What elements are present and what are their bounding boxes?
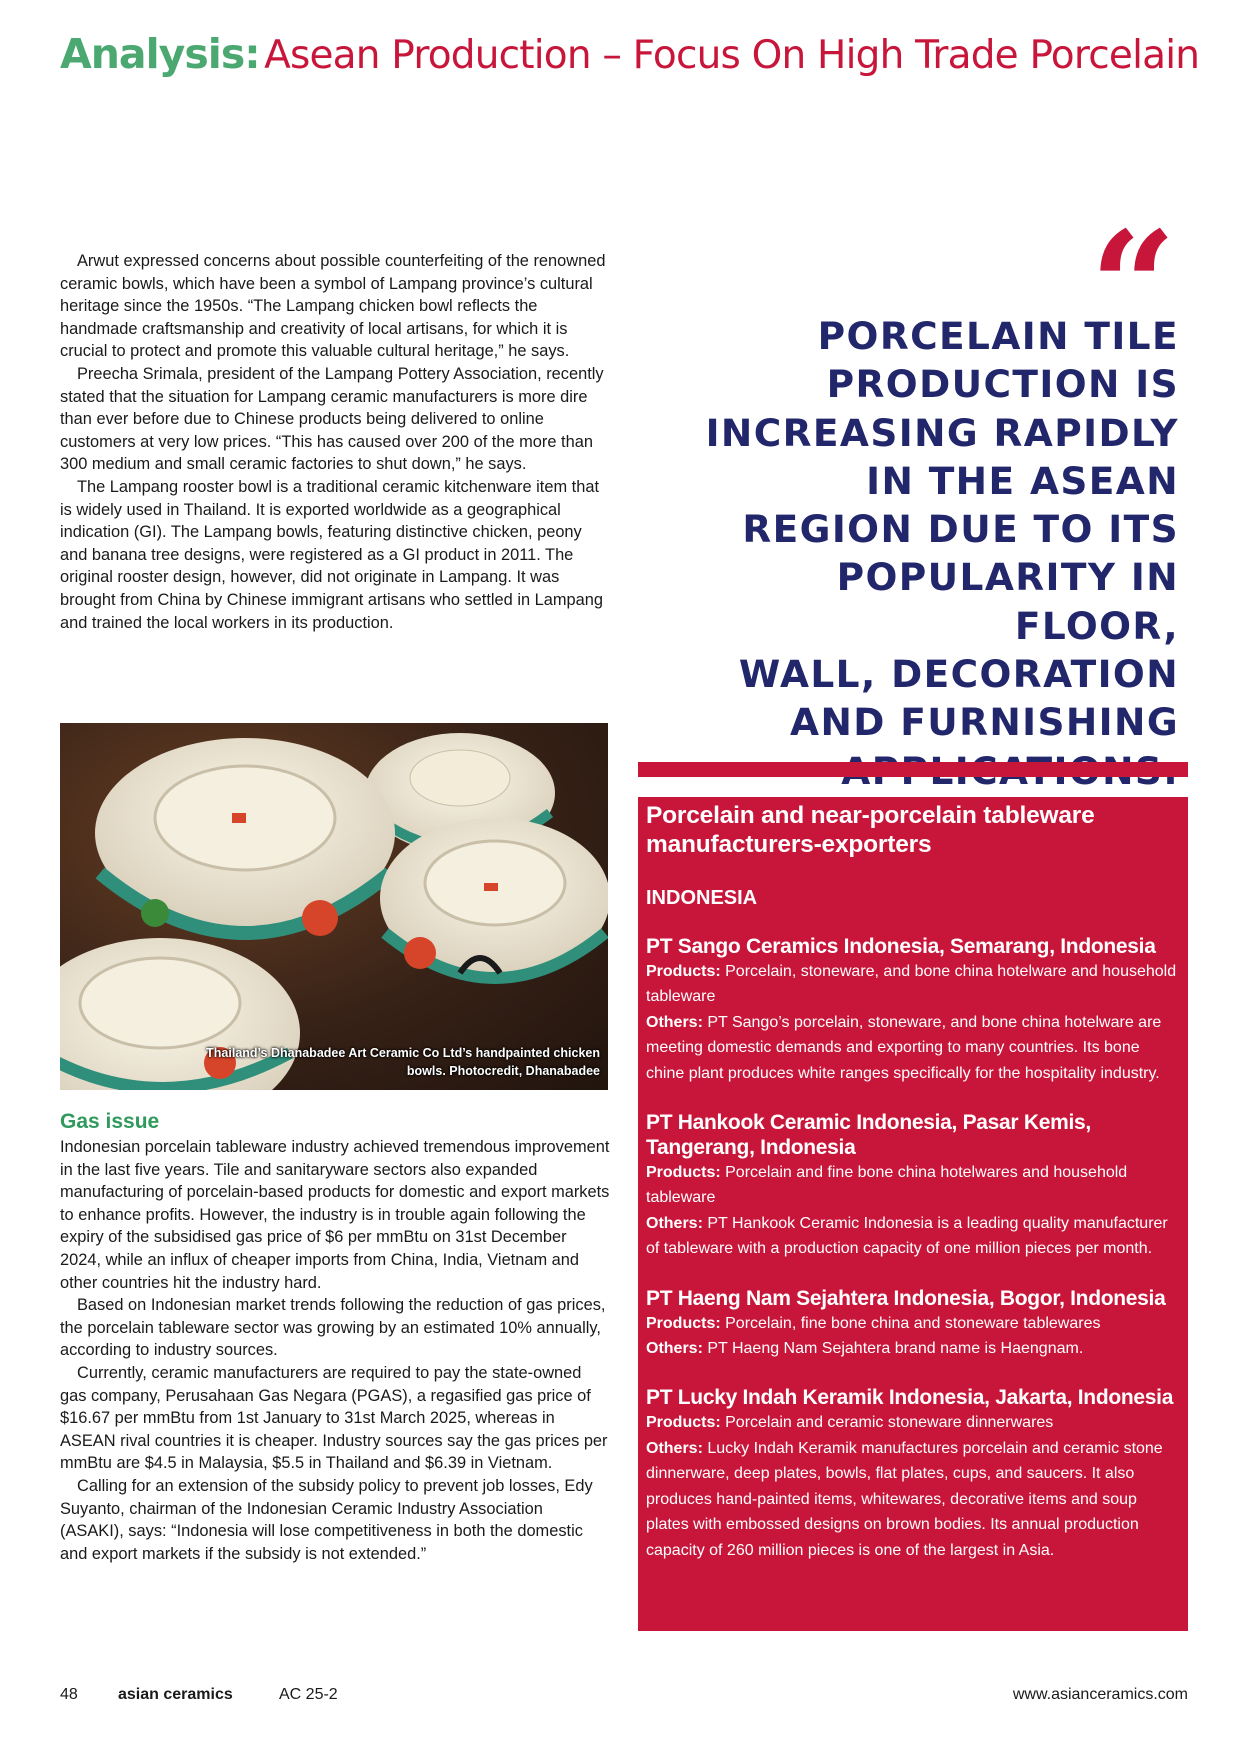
pull-quote-line: PORCELAIN TILE: [817, 314, 1179, 358]
issue-number: AC 25-2: [279, 1686, 338, 1703]
photo-caption: Thailand’s Dhanabadee Art Ceramic Co Ltd’s handpainted chicken bowls. Photocredit, Dhanabadee: [206, 1046, 600, 1078]
manufacturers-sidebar: [638, 797, 1188, 1631]
products-text: Porcelain, stoneware, and bone china hotelware and household tableware: [646, 963, 1177, 1006]
page-title: Asean Production – Focus On High Trade Porcelain: [264, 33, 1200, 78]
others-label: Others:: [646, 1013, 703, 1031]
others-text: PT Haeng Nam Sejahtera brand name is Haengnam.: [707, 1340, 1084, 1358]
others-label: Others:: [646, 1439, 703, 1457]
others-label: Others:: [646, 1340, 703, 1358]
bowl: [380, 818, 608, 978]
company-entry: [646, 1286, 1180, 1362]
products-label: Products:: [646, 963, 721, 980]
others-text: Lucky Indah Keramik manufactures porcelain and ceramic stone dinnerware, deep plates, bowls, flat plates, cups, and saucers. It also produces hand-painted items, whitewares, decorative items and soup plates with embossed designs on brown bodies. Its annual production capacity of 260 million pieces is one of the largest in Asia.: [646, 1439, 1163, 1559]
company-products: [646, 959, 1180, 1010]
products-text: Porcelain and ceramic stoneware dinnerwares: [725, 1414, 1054, 1432]
pull-quote: [659, 312, 1179, 795]
products-label: Products:: [646, 1414, 721, 1432]
company-name: PT Sango Ceramics Indonesia, Semarang, Indonesia: [646, 935, 1156, 958]
sidebar-title: Porcelain and near-porcelain tableware manufacturers-exporters: [646, 802, 1095, 858]
country-heading: INDONESIA: [646, 887, 758, 909]
company-others: [646, 1436, 1180, 1563]
others-label: Others:: [646, 1214, 703, 1232]
section-kicker: Analysis:: [60, 30, 260, 78]
bowls-illustration: [60, 723, 608, 1090]
paragraph: Preecha Srimala, president of the Lampang Pottery Association, recently stated that the situation for Lampang ceramic manufacturers is more dire than ever before due to Chinese products being delivered to online customers at very low prices. “This has caused over 200 of the more than 300 medium and small ceramic factories to shut down,” he says.: [60, 364, 604, 474]
website-link[interactable]: www.asianceramics.com: [1012, 1686, 1188, 1703]
quote-mark-icon: “: [1090, 199, 1177, 375]
chicken-bowls-photo: [60, 723, 608, 1090]
pull-quote-line: PRODUCTION IS: [826, 362, 1179, 407]
others-text: PT Sango’s porcelain, stoneware, and bone china hotelware are meeting domestic demands and exporting to many countries. Its bone chine plant produces white ranges specifically for the hospitality industry.: [646, 1013, 1162, 1082]
intro-text: [60, 250, 610, 634]
pull-quote-line: WALL, DECORATION: [738, 652, 1179, 697]
page-number: 48: [60, 1686, 78, 1703]
paragraph: The Lampang rooster bowl is a traditional ceramic kitchenware item that is widely used in Thailand. It is exported worldwide as a geographical indication (GI). The Lampang bowls, featuring distinctive chicken, peony and banana tree designs, were registered as a GI product in 2011. The original rooster design, however, did not originate in Lampang. It was brought from China by Chinese immigrant artisans who settled in Lampang and trained the local workers in its production.: [60, 477, 603, 632]
company-products: [646, 1311, 1180, 1336]
paragraph: Based on Indonesian market trends following the reduction of gas prices, the porcelain tableware sector was growing by an estimated 10% annually, according to industry sources.: [60, 1296, 606, 1360]
company-others: [646, 1010, 1180, 1086]
magazine-name: asian ceramics: [118, 1686, 233, 1703]
divider: [638, 762, 1188, 777]
company-others: [646, 1211, 1180, 1262]
section-heading: Gas issue: [60, 1110, 160, 1133]
company-products: [646, 1160, 1180, 1211]
products-text: Porcelain, fine bone china and stoneware tablewares: [725, 1314, 1101, 1332]
company-products: [646, 1410, 1180, 1435]
company-entry: [646, 934, 1180, 1086]
pull-quote-line: INCREASING RAPIDLY: [705, 410, 1179, 455]
gas-issue-section: [60, 1110, 610, 1565]
bowl: [95, 738, 395, 936]
others-text: PT Hankook Ceramic Indonesia is a leading quality manufacturer of tableware with a production capacity of one million pieces per month.: [646, 1214, 1168, 1258]
products-label: Products:: [646, 1164, 721, 1182]
pull-quote-line: POPULARITY IN FLOOR,: [836, 555, 1179, 648]
pull-quote-line: AND FURNISHING: [790, 700, 1179, 745]
pull-quote-line: IN THE ASEAN: [866, 458, 1179, 503]
products-text: Porcelain and fine bone china hotelwares and household tableware: [646, 1164, 1128, 1207]
pull-quote-line: REGION DUE TO ITS: [742, 507, 1179, 552]
company-name: PT Lucky Indah Keramik Indonesia, Jakarta, Indonesia: [646, 1386, 1174, 1410]
company-name: PT Hankook Ceramic Indonesia, Pasar Kemis, Tangerang, Indonesia: [646, 1111, 1091, 1160]
company-others: [646, 1336, 1180, 1361]
company-entry: [646, 1385, 1180, 1562]
paragraph: Calling for an extension of the subsidy policy to prevent job losses, Edy Suyanto, chairman of the Indonesian Ceramic Industry Association (ASAKI), says: “Indonesia will lose competitiveness in both the domestic and export markets if the subsidy is not extended.”: [60, 1476, 593, 1563]
paragraph: Arwut expressed concerns about possible counterfeiting of the renowned ceramic bowls, which have been a symbol of Lampang province’s cultural heritage since the 1950s. “The Lampang chicken bowl reflects the handmade craftsmanship and creativity of local artisans, for which it is crucial to protect and promote this valuable cultural heritage,” he says.: [60, 252, 606, 361]
page-header: [60, 30, 1200, 78]
products-label: Products:: [646, 1314, 721, 1332]
company-entry: [646, 1110, 1180, 1262]
company-name: PT Haeng Nam Sejahtera Indonesia, Bogor, Indonesia: [646, 1286, 1166, 1310]
paragraph: Currently, ceramic manufacturers are required to pay the state-owned gas company, Perusahaan Gas Negara (PGAS), a regasified gas price of $16.67 per mmBtu from 1st January to 31st March 2025, whereas in ASEAN rival countries it is cheaper. Industry sources say the gas prices per mmBtu are $4.5 in Malaysia, $5.5 in Thailand and $6.39 in Vietnam.: [60, 1363, 608, 1473]
paragraph: Indonesian porcelain tableware industry achieved tremendous improvement in the last five years. Tile and sanitaryware sectors also expanded manufacturing of porcelain-based products for domestic and export markets to enhance profits. However, the industry is in trouble again following the expiry of the subsidised gas price of $6 per mmBtu on 31st December 2024, while an influx of cheaper imports from China, India, Vietnam and other countries hit the industry hard.: [60, 1138, 610, 1292]
